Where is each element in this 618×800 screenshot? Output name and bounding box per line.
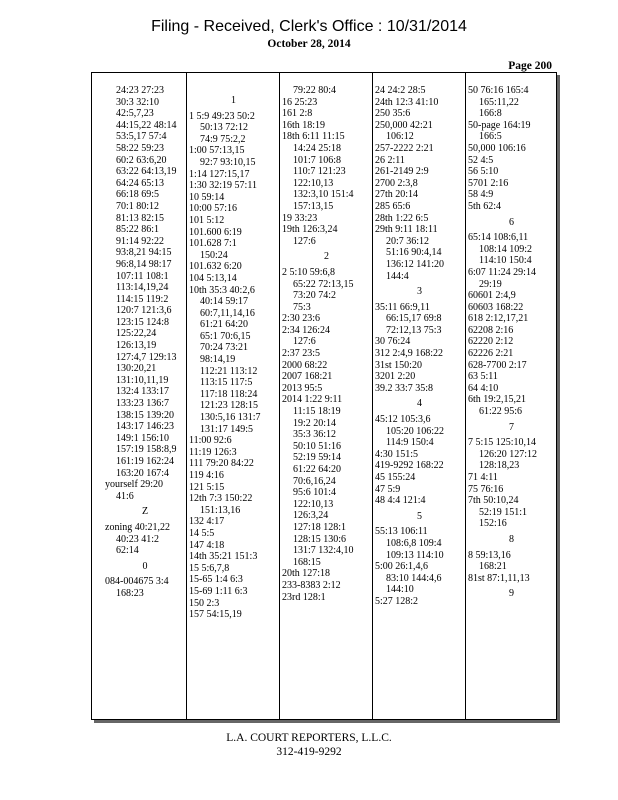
index-entry: 24 24:2 28:5 xyxy=(375,85,426,96)
index-entry: 45 155:24 xyxy=(375,472,416,483)
index-entry: 3201 2:20 xyxy=(375,371,416,383)
index-column-3 xyxy=(282,85,371,719)
index-entry-continuation: 110:7 121:23 xyxy=(293,166,346,178)
index-entry-continuation: 151:13,16 xyxy=(200,504,241,516)
index-entry: 4:30 151:5 xyxy=(375,448,419,460)
index-letter-heading: 3 xyxy=(417,286,422,298)
index-entry-continuation: 126:3,24 xyxy=(293,510,329,522)
index-entry: 50 76:16 165:4 xyxy=(468,85,529,96)
index-entry: 250 35:6 xyxy=(375,108,411,120)
index-entry: 312 2:4,9 168:22 xyxy=(375,348,444,360)
index-entry-continuation: 30:3 32:10 xyxy=(116,96,160,108)
index-letter-heading: 2 xyxy=(324,251,329,263)
index-letter-heading: 1 xyxy=(231,95,236,106)
index-entry-continuation: 161:19 162:24 xyxy=(116,456,175,467)
index-entry-continuation: 128:18,23 xyxy=(479,460,520,472)
index-entry-continuation: 114:10 150:4 xyxy=(479,255,532,267)
index-entry: 65:14 108:6,11 xyxy=(468,232,529,244)
reporter-phone: 312-419-9292 xyxy=(276,746,342,758)
index-entry: 2 5:10 59:6,8 xyxy=(282,266,336,278)
index-entry-continuation: 130:20,21 xyxy=(116,363,157,375)
index-entry-continuation: 144:4 xyxy=(386,270,409,282)
index-entry-continuation: 126:13,19 xyxy=(116,340,157,352)
index-entry: 5:00 26:1,4,6 xyxy=(375,561,429,573)
index-letter-heading: 9 xyxy=(509,588,514,600)
index-entry-continuation: 132:4 133:17 xyxy=(116,386,170,398)
index-entry-continuation: 122:10,13 xyxy=(293,498,334,510)
index-entry: 5th 62:4 xyxy=(468,200,502,212)
index-entry: 24th 12:3 41:10 xyxy=(375,96,439,108)
index-entry: 14 5:5 xyxy=(189,527,215,539)
index-entry-continuation: 35:3 36:12 xyxy=(293,429,337,441)
index-entry: 419-9292 168:22 xyxy=(375,460,444,472)
index-entry-continuation: 114:9 150:4 xyxy=(386,437,434,449)
index-entry-continuation: 62:14 xyxy=(116,545,139,557)
index-entry-continuation: 66:15,17 69:8 xyxy=(386,313,442,325)
index-entry-continuation: 123:15 124:8 xyxy=(116,316,170,328)
index-entry: 161 2:8 xyxy=(282,108,313,120)
index-entry-continuation: 122:10,13 xyxy=(293,177,334,189)
index-entry: 101.600 6:19 xyxy=(189,226,242,238)
index-entry: 50,000 106:16 xyxy=(468,142,526,154)
index-entry: 63 5:11 xyxy=(468,371,498,383)
index-entry-continuation: 19:2 20:14 xyxy=(293,417,337,429)
index-entry-continuation: 138:15 139:20 xyxy=(116,409,175,421)
index-entry-continuation: 157:13,15 xyxy=(293,200,334,212)
index-entry: 147 4:18 xyxy=(189,539,225,551)
index-column-1 xyxy=(105,85,185,719)
index-entry-continuation: 113:15 117:5 xyxy=(200,377,253,389)
index-entry: 52 4:5 xyxy=(468,154,494,166)
index-entry: 150 2:3 xyxy=(189,597,220,609)
index-entry: 71 4:11 xyxy=(468,472,498,483)
index-entry-continuation: 65:22 72:13,15 xyxy=(293,278,354,290)
index-entry-continuation: 40:23 41:2 xyxy=(116,533,160,545)
index-entry: 39.2 33:7 35:8 xyxy=(375,382,434,394)
index-entry: 101 5:12 xyxy=(189,214,225,226)
index-entry-continuation: 79:22 80:4 xyxy=(293,85,337,96)
index-entry: 55:13 106:11 xyxy=(375,526,428,538)
index-entry: 2000 68:22 xyxy=(282,359,328,371)
column-divider xyxy=(279,73,280,719)
index-entry: 10 59:14 xyxy=(189,191,225,203)
index-entry-continuation: 85:22 86:1 xyxy=(116,224,160,236)
index-entry-continuation: 127:4,7 129:13 xyxy=(116,351,177,363)
index-entry: 157 54:15,19 xyxy=(189,609,242,621)
index-entry-continuation: 75:3 xyxy=(293,301,311,313)
index-entry: 31st 150:20 xyxy=(375,359,422,371)
index-entry-continuation: 127:6 xyxy=(293,336,316,348)
index-entry: 2:30 23:6 xyxy=(282,313,321,325)
index-entry: 119 4:16 xyxy=(189,470,224,481)
index-letter-heading: Z xyxy=(141,506,149,518)
index-entry: 8 59:13,16 xyxy=(468,549,511,561)
index-entry-continuation: 74:9 75:2,2 xyxy=(200,133,246,145)
index-entry-continuation: 126:20 127:12 xyxy=(479,448,538,460)
index-entry: 19th 126:3,24 xyxy=(282,224,338,236)
index-entry: 104 5:13,14 xyxy=(189,272,237,284)
index-entry: 64 4:10 xyxy=(468,382,499,394)
index-entry-continuation: 131:7 132:4,10 xyxy=(293,545,354,557)
index-entry: 084-004675 3:4 xyxy=(105,576,169,588)
index-entry: 60601 2:4,9 xyxy=(468,290,516,302)
index-entry-continuation: 163:20 167:4 xyxy=(116,467,170,479)
index-entry: 62220 2:12 xyxy=(468,336,514,348)
index-entry-continuation: 113:14,19,24 xyxy=(116,282,169,294)
index-entry: 132 4:17 xyxy=(189,516,225,528)
index-entry: 2:34 126:24 xyxy=(282,324,331,336)
index-entry-continuation: 127:6 xyxy=(293,235,316,247)
index-entry: 7th 50:10,24 xyxy=(468,495,519,507)
index-entry-continuation: 106:12 xyxy=(386,131,414,143)
index-entry-continuation: 144:10 xyxy=(386,584,414,596)
index-entry: 14th 35:21 151:3 xyxy=(189,551,258,563)
index-entry-continuation: 61:21 64:20 xyxy=(200,319,249,331)
reporter-company: L.A. COURT REPORTERS, L.L.C. xyxy=(226,732,392,744)
index-entry: 7 5:15 125:10,14 xyxy=(468,437,537,449)
index-entry: 23rd 128:1 xyxy=(282,591,326,603)
index-entry-continuation: 132:3,10 151:4 xyxy=(293,189,354,201)
index-entry: 45:12 105:3,6 xyxy=(375,414,431,426)
index-entry-continuation: 143:17 146:23 xyxy=(116,421,175,433)
index-letter-heading: 7 xyxy=(509,421,514,433)
index-entry: 75 76:16 xyxy=(468,483,504,495)
index-entry: 6:07 11:24 29:14 xyxy=(468,266,536,278)
index-entry-continuation: 58:22 59:23 xyxy=(116,142,165,154)
index-entry-continuation: 107:11 108:1 xyxy=(116,270,169,282)
index-column-5 xyxy=(468,85,555,719)
page-footer xyxy=(0,731,618,759)
index-letter-heading: 5 xyxy=(417,510,422,522)
index-entry: 47 5:9 xyxy=(375,483,401,495)
index-entry-continuation: 168:23 xyxy=(116,587,144,599)
index-entry-continuation: 44:15,22 48:14 xyxy=(116,119,177,131)
index-entry: 29th 9:11 18:11 xyxy=(375,224,438,236)
index-entry: 101.632 6:20 xyxy=(189,261,242,273)
index-entry-continuation: 61:22 95:6 xyxy=(479,406,523,418)
index-entry-continuation: 70:1 80:12 xyxy=(116,200,160,212)
column-divider xyxy=(465,73,466,719)
index-entry: 48 4:4 121:4 xyxy=(375,495,426,507)
index-entry-continuation: 168:21 xyxy=(479,561,507,573)
index-entry: 261-2149 2:9 xyxy=(375,166,429,178)
column-divider xyxy=(186,73,187,719)
word-index-box xyxy=(91,72,557,720)
index-entry: 35:11 66:9,11 xyxy=(375,301,430,313)
index-entry-continuation: 168:15 xyxy=(293,556,321,568)
index-entry-continuation: 50:13 72:12 xyxy=(200,122,249,134)
index-entry-continuation: 64:24 65:13 xyxy=(116,177,165,189)
index-entry: 20th 127:18 xyxy=(282,568,331,580)
index-entry: 30 76:24 xyxy=(375,336,411,348)
index-entry-continuation: 60:7,11,14,16 xyxy=(200,307,255,319)
index-entry-continuation: 41:6 xyxy=(116,490,134,502)
index-entry-continuation: 108:14 109:2 xyxy=(479,243,533,255)
page-number: Page 200 xyxy=(508,60,552,72)
index-entry-continuation: 42:5,7,23 xyxy=(116,108,154,120)
index-entry: 58 4:9 xyxy=(468,189,494,201)
index-entry-continuation: 166:5 xyxy=(479,131,502,143)
index-entry: 2007 168:21 xyxy=(282,371,333,383)
filing-stamp: Filing - Received, Clerk's Office : 10/31/2014 xyxy=(151,18,467,35)
index-entry-continuation: 108:6,8 109:4 xyxy=(386,537,442,549)
index-entry: 16 25:23 xyxy=(282,96,318,108)
index-entry: zoning 40:21,22 xyxy=(105,521,170,533)
index-entry-continuation: 117:18 118:24 xyxy=(200,388,258,400)
index-entry-continuation: 92:7 93:10,15 xyxy=(200,156,256,168)
index-entry: 62226 2:21 xyxy=(468,348,514,360)
index-entry: 5701 2:16 xyxy=(468,177,509,189)
index-entry-continuation: 166:8 xyxy=(479,108,502,120)
index-entry-continuation: 149:1 156:10 xyxy=(116,432,170,444)
index-entry-continuation: 127:18 128:1 xyxy=(293,521,347,533)
index-entry: 26 2:11 xyxy=(375,154,405,166)
index-entry: 18th 6:11 11:15 xyxy=(282,131,345,143)
index-entry-continuation: 152:16 xyxy=(479,518,507,530)
index-entry-continuation: 52:19 151:1 xyxy=(479,506,528,518)
index-entry: 56 5:10 xyxy=(468,166,499,178)
index-entry-continuation: 157:19 158:8,9 xyxy=(116,444,177,456)
index-entry: yourself 29:20 xyxy=(105,479,164,491)
index-entry: 257-2222 2:21 xyxy=(375,142,434,154)
index-entry: 15-65 1:4 6:3 xyxy=(189,574,243,586)
index-entry-continuation: 101:7 106:8 xyxy=(293,154,342,166)
index-entry: 285 65:6 xyxy=(375,200,411,212)
index-entry: 15-69 1:11 6:3 xyxy=(189,585,248,597)
index-entry-continuation: 133:23 136:7 xyxy=(116,398,170,410)
index-entry-continuation: 136:12 141:20 xyxy=(386,258,445,270)
index-entry-continuation: 83:10 144:4,6 xyxy=(386,572,442,584)
index-entry-continuation: 114:15 119:2 xyxy=(116,293,169,305)
index-column-4 xyxy=(375,85,464,719)
index-entry-continuation: 40:14 59:17 xyxy=(200,296,249,308)
index-entry-continuation: 131:10,11,19 xyxy=(116,374,169,386)
index-entry-continuation: 61:22 64:20 xyxy=(293,464,342,475)
index-entry: 1:00 57:13,15 xyxy=(189,145,245,157)
index-letter-heading: 8 xyxy=(509,533,514,545)
index-entry-continuation: 66:18 69:5 xyxy=(116,189,160,201)
index-entry: 618 2:12,17,21 xyxy=(468,313,529,325)
index-letter-heading: 0 xyxy=(142,560,148,572)
index-entry: 81st 87:1,11,13 xyxy=(468,572,530,584)
index-entry: 50-page 164:19 xyxy=(468,119,531,131)
index-entry: 2700 2:3,8 xyxy=(375,177,418,189)
index-entry-continuation: 53:5,17 57:4 xyxy=(116,131,167,143)
index-entry-continuation: 51:16 90:4,14 xyxy=(386,247,442,259)
index-entry-continuation: 70:24 73:21 xyxy=(200,342,249,354)
index-entry: 2013 95:5 xyxy=(282,382,323,394)
index-entry: 16th 18:19 xyxy=(282,119,326,131)
index-entry-continuation: 112:21 113:12 xyxy=(200,365,258,377)
index-entry: 11:00 92:6 xyxy=(189,435,232,447)
column-divider xyxy=(372,73,373,719)
index-entry: 11:19 126:3 xyxy=(189,446,237,458)
index-entry-continuation: 11:15 18:19 xyxy=(293,406,341,418)
index-entry: 5:27 128:2 xyxy=(375,595,419,607)
index-entry-continuation: 150:24 xyxy=(200,249,228,261)
index-entry-continuation: 131:17 149:5 xyxy=(200,423,254,435)
index-entry-continuation: 109:13 114:10 xyxy=(386,549,444,561)
index-entry: 2014 1:22 9:11 xyxy=(282,394,343,406)
index-entry: 628-7700 2:17 xyxy=(468,359,527,371)
index-entry-continuation: 105:20 106:22 xyxy=(386,425,445,437)
index-entry: 6th 19:2,15,21 xyxy=(468,394,527,406)
index-entry-continuation: 125:22,24 xyxy=(116,328,157,340)
index-entry-continuation: 95:6 101:4 xyxy=(293,487,337,499)
index-entry: 60603 168:22 xyxy=(468,301,524,313)
index-entry-continuation: 52:19 59:14 xyxy=(293,452,342,464)
index-entry-continuation: 50:10 51:16 xyxy=(293,440,342,452)
index-entry: 10th 35:3 40:2,6 xyxy=(189,284,255,296)
index-entry-continuation: 29:19 xyxy=(479,278,502,290)
index-entry: 19 33:23 xyxy=(282,212,318,224)
index-entry: 27th 20:14 xyxy=(375,189,419,201)
index-entry: 15 5:6,7,8 xyxy=(189,562,230,574)
index-entry-continuation: 165:11,22 xyxy=(479,96,519,108)
index-entry: 101.628 7:1 xyxy=(189,238,237,250)
index-entry-continuation: 73:20 74:2 xyxy=(293,290,337,302)
index-entry: 233-8383 2:12 xyxy=(282,579,341,591)
index-entry-continuation: 70:6,16,24 xyxy=(293,475,336,487)
index-entry-continuation: 60:2 63:6,20 xyxy=(116,154,167,166)
index-entry-continuation: 130:5,16 131:7 xyxy=(200,412,261,424)
index-entry-continuation: 120:7 121:3,6 xyxy=(116,305,172,317)
index-entry: 10:00 57:16 xyxy=(189,203,238,215)
index-entry: 1:30 32:19 57:11 xyxy=(189,180,257,192)
index-entry: 2:37 23:5 xyxy=(282,348,321,360)
index-column-2 xyxy=(189,91,278,719)
index-entry-continuation: 96:8,14 98:17 xyxy=(116,258,172,270)
index-entry: 250,000 42:21 xyxy=(375,119,433,131)
index-entry: 1:14 127:15,17 xyxy=(189,168,250,180)
index-entry-continuation: 128:15 130:6 xyxy=(293,533,347,545)
index-entry-continuation: 65:1 70:6,15 xyxy=(200,330,251,342)
index-entry: 111 79:20 84:22 xyxy=(189,458,254,470)
index-entry-continuation: 63:22 64:13,19 xyxy=(116,166,177,178)
index-entry-continuation: 93:8,21 94:15 xyxy=(116,247,172,259)
index-entry: 62208 2:16 xyxy=(468,324,514,336)
document-date: October 28, 2014 xyxy=(267,38,351,50)
index-entry-continuation: 72:12,13 75:3 xyxy=(386,324,442,336)
index-entry-continuation: 14:24 25:18 xyxy=(293,142,342,154)
index-entry-continuation: 81:13 82:15 xyxy=(116,212,165,224)
index-letter-heading: 6 xyxy=(509,216,514,228)
index-entry-continuation: 24:23 27:23 xyxy=(116,85,165,96)
index-entry: 12th 7:3 150:22 xyxy=(189,493,253,505)
index-entry-continuation: 20:7 36:12 xyxy=(386,235,430,247)
index-entry: 121 5:15 xyxy=(189,481,225,493)
index-entry-continuation: 98:14,19 xyxy=(200,354,236,366)
index-entry-continuation: 91:14 92:22 xyxy=(116,235,165,247)
index-letter-heading: 4 xyxy=(417,398,422,410)
index-entry: 1 5:9 49:23 50:2 xyxy=(189,110,255,122)
index-entry: 28th 1:22 6:5 xyxy=(375,212,429,224)
index-entry-continuation: 121:23 128:15 xyxy=(200,400,259,412)
